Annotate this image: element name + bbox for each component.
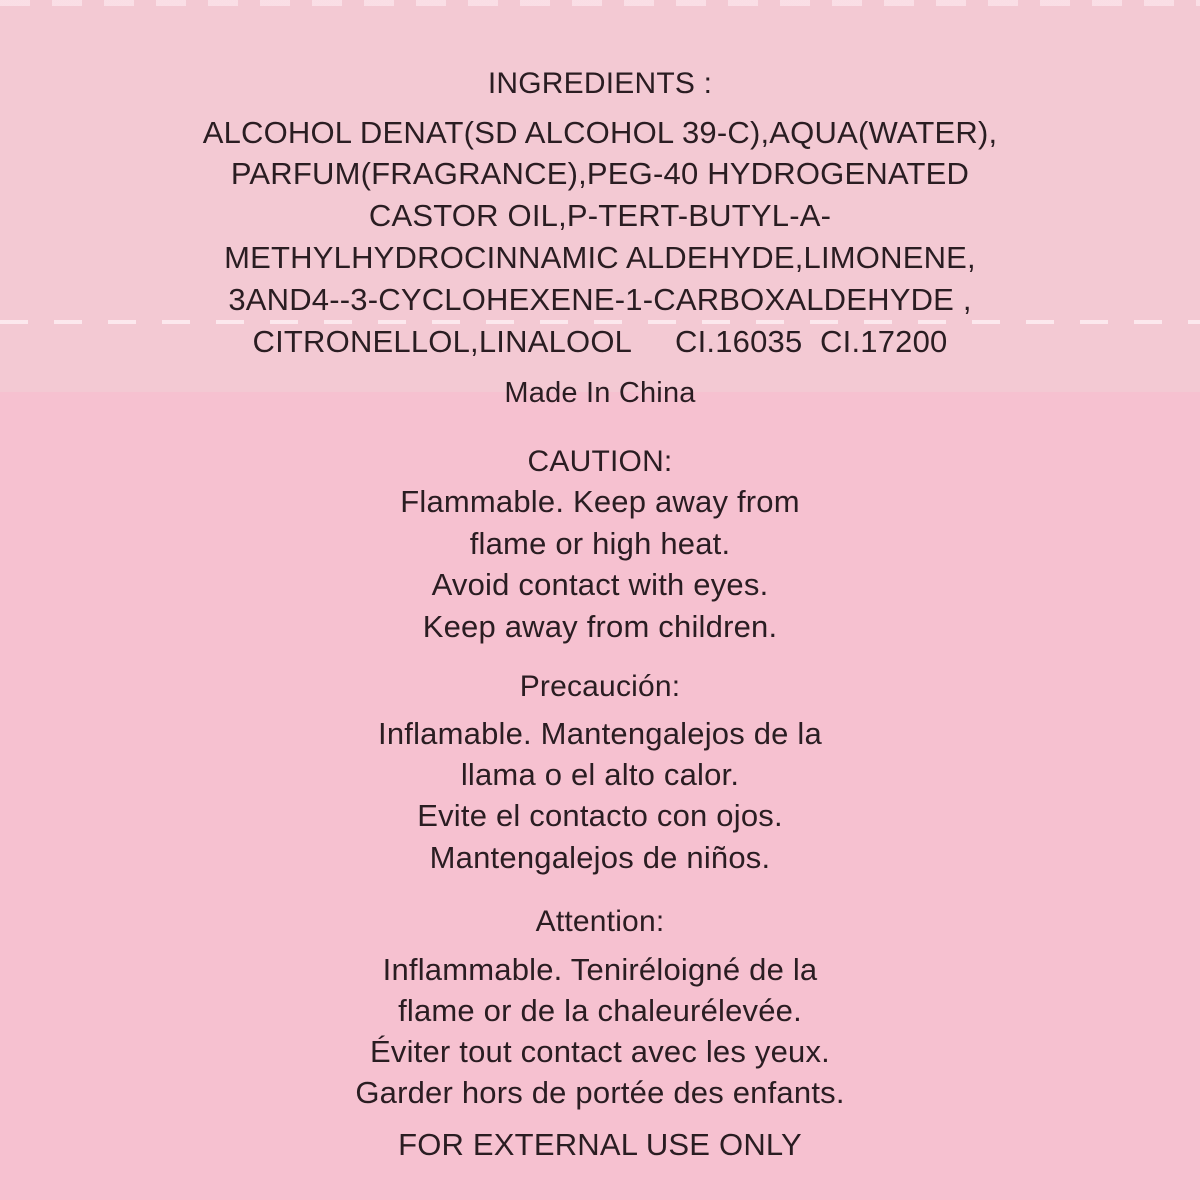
ingredients-line-5: 3AND4--3-CYCLOHEXENE-1-CARBOXALDEHYDE ,	[228, 282, 972, 317]
ingredients-line-6: CITRONELLOL,LINALOOL CI.16035 CI.17200	[252, 324, 948, 359]
caution-en-line-4: Keep away from children.	[422, 609, 778, 644]
ingredients-line-3: CASTOR OIL,P-TERT-BUTYL-A-	[368, 198, 832, 233]
caution-en-line-3: Avoid contact with eyes.	[431, 567, 769, 602]
caution-es-line-1: Inflamable. Mantengalejos de la	[378, 716, 822, 751]
caution-fr-line-3: Éviter tout contact avec les yeux.	[370, 1034, 830, 1069]
caution-es-line-3: Evite el contacto con ojos.	[417, 798, 783, 833]
caution-es-line-2: llama o el alto calor.	[460, 757, 740, 792]
top-perforation-line	[0, 0, 1200, 6]
ingredients-line-4: METHYLHYDROCINNAMIC ALDEHYDE,LIMONENE,	[224, 240, 976, 275]
external-use-notice: FOR EXTERNAL USE ONLY	[398, 1127, 802, 1162]
caution-fr-line-1: Inflammable. Teniréloigné de la	[382, 952, 818, 987]
caution-es-heading: Precaución:	[519, 670, 681, 703]
caution-fr-line-2: flame or de la chaleurélevée.	[398, 993, 802, 1028]
caution-es-line-4: Mantengalejos de niños.	[429, 840, 771, 875]
ingredients-line-2: PARFUM(FRAGRANCE),PEG-40 HYDROGENATED	[230, 156, 970, 191]
origin-text: Made In China	[504, 377, 696, 409]
caution-en-line-1: Flammable. Keep away from	[400, 484, 800, 519]
caution-en-heading: CAUTION:	[527, 445, 673, 478]
ingredients-line-1: ALCOHOL DENAT(SD ALCOHOL 39-C),AQUA(WATER),	[202, 115, 998, 150]
ingredients-heading: INGREDIENTS :	[487, 67, 713, 100]
caution-en-line-2: flame or high heat.	[469, 526, 731, 561]
caution-fr-heading: Attention:	[535, 905, 665, 938]
caution-fr-line-4: Garder hors de portée des enfants.	[355, 1075, 845, 1110]
